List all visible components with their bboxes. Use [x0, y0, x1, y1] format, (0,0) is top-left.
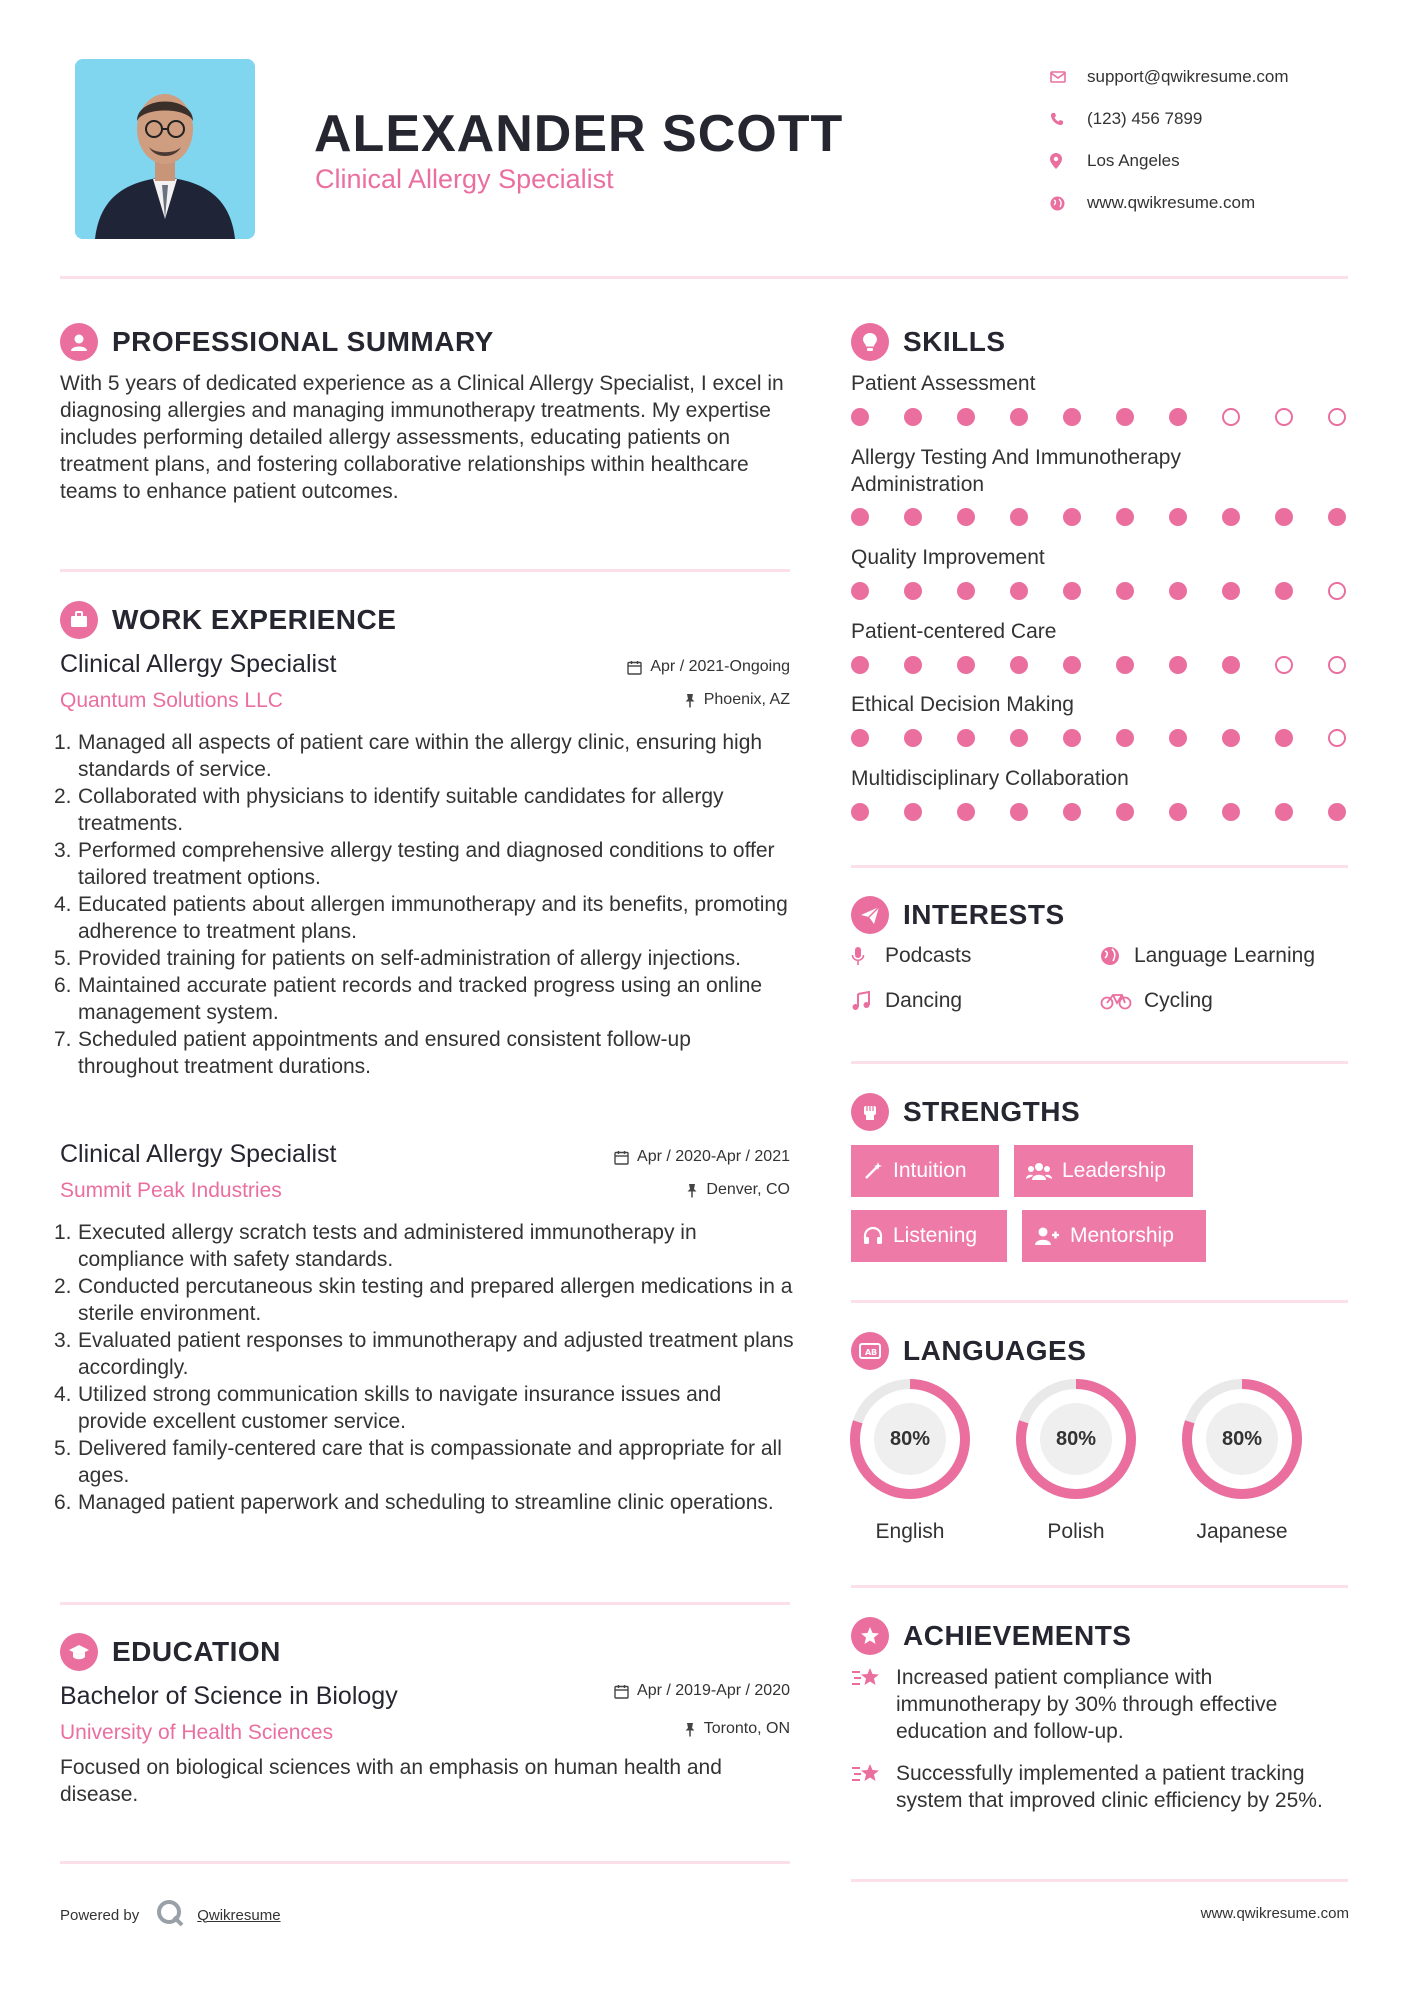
skill-dot-empty [1222, 408, 1240, 426]
interest-label: Podcasts [885, 944, 972, 967]
achievement-item [851, 1664, 1336, 1745]
skill-dot-filled [1116, 656, 1134, 674]
skill-dot-filled [957, 656, 975, 674]
skill-dot-filled [851, 408, 869, 426]
job-dates-text: Apr / 2020-Apr / 2021 [637, 1148, 790, 1165]
skill-dot-filled [957, 508, 975, 526]
strength-label: Leadership [1062, 1159, 1166, 1182]
skill-dot-filled [957, 408, 975, 426]
skills-header [851, 323, 1006, 361]
lightbulb-icon [851, 323, 889, 361]
strength-label: Mentorship [1070, 1224, 1174, 1247]
bicycle-icon [1100, 992, 1144, 1010]
skill-name: Patient Assessment [851, 372, 1036, 395]
skill-name: Patient-centered Care [851, 620, 1057, 643]
education-header [60, 1633, 281, 1671]
calendar-icon [627, 660, 642, 675]
skill-dot-filled [904, 729, 922, 747]
contact-block [1050, 56, 1289, 224]
skill-dot-filled [1063, 656, 1081, 674]
strengths-header [851, 1093, 1080, 1131]
interest-item [1100, 989, 1213, 1013]
phone-icon [1050, 112, 1087, 126]
language-percent: 80% [889, 1427, 931, 1450]
list-item: 4. Educated patients about allergen immunotherapy and its benefits, promoting adherence to treatment plans. [54, 893, 788, 943]
interest-item [851, 989, 962, 1013]
skill-dot-filled [1063, 582, 1081, 600]
skill-dot-filled [1222, 582, 1240, 600]
phone-text: (123) 456 7899 [1087, 109, 1203, 128]
school-name: University of Health Sciences [60, 1721, 334, 1744]
pushpin-icon [686, 1183, 698, 1198]
skill-dot-filled [1116, 408, 1134, 426]
degree-title: Bachelor of Science in Biology [60, 1682, 398, 1710]
website-text: www.qwikresume.com [1087, 193, 1256, 212]
skill-name: Quality Improvement [851, 546, 1045, 569]
skill-dot-filled [1169, 729, 1187, 747]
footer-website[interactable]: www.qwikresume.com [1200, 1905, 1349, 1922]
skill-dot-filled [1275, 803, 1293, 821]
contact-location [1050, 140, 1289, 182]
interest-label: Language Learning [1134, 944, 1316, 967]
skills-divider [851, 865, 1348, 868]
job-dates [540, 1148, 790, 1166]
skill-dot-filled [957, 729, 975, 747]
list-item: 6. Managed patient paperwork and scheduling to streamline clinic operations. [54, 1491, 774, 1514]
work-divider [60, 1602, 790, 1605]
profile-photo [75, 59, 255, 239]
users-icon [1026, 1161, 1052, 1181]
list-item: 5. Delivered family-centered care that is compassionate and appropriate for all ages. [54, 1437, 782, 1487]
language-item [848, 1377, 972, 1544]
education-divider [60, 1861, 790, 1864]
star-icon [851, 1664, 896, 1745]
language-card-icon [851, 1332, 889, 1370]
skill-rating [851, 582, 1346, 600]
job-dates-text: Apr / 2021-Ongoing [650, 658, 790, 675]
summary-header [60, 323, 494, 361]
interest-item [851, 944, 971, 968]
skill-dot-filled [1010, 582, 1028, 600]
skill-dot-filled [904, 803, 922, 821]
skill-dot-filled [1116, 729, 1134, 747]
skill-dot-filled [1063, 408, 1081, 426]
summary-heading: PROFESSIONAL SUMMARY [112, 326, 494, 357]
skill-rating [851, 729, 1346, 747]
interests-heading: INTERESTS [903, 899, 1065, 930]
education-location-text: Toronto, ON [703, 1720, 790, 1737]
job-company: Quantum Solutions LLC [60, 689, 283, 712]
list-item: 2. Collaborated with physicians to identify suitable candidates for allergy treatments. [54, 785, 724, 835]
languages-divider [851, 1585, 1348, 1588]
skill-dot-filled [1169, 582, 1187, 600]
skill-dot-filled [1116, 582, 1134, 600]
skill-dot-filled [1222, 508, 1240, 526]
job-company: Summit Peak Industries [60, 1179, 282, 1202]
languages-heading: LANGUAGES [903, 1335, 1087, 1366]
language-percent: 80% [1221, 1427, 1263, 1450]
skill-dot-filled [904, 656, 922, 674]
skill-dot-filled [1275, 582, 1293, 600]
user-plus-icon [1034, 1226, 1060, 1246]
email-text: support@qwikresume.com [1087, 67, 1289, 86]
briefcase-icon [60, 601, 98, 639]
skill-dot-filled [1063, 803, 1081, 821]
education-location [540, 1720, 790, 1738]
education-dates-text: Apr / 2019-Apr / 2020 [637, 1682, 790, 1699]
skill-rating [851, 408, 1346, 426]
interest-label: Cycling [1144, 989, 1213, 1012]
skill-dot-filled [904, 582, 922, 600]
list-item: 7. Scheduled patient appointments and ensured consistent follow-up throughout treatment durations. [54, 1028, 691, 1078]
music-note-icon [851, 991, 885, 1011]
skill-name: Multidisciplinary Collaboration [851, 767, 1129, 790]
education-dates [540, 1682, 790, 1700]
contact-website[interactable] [1050, 182, 1289, 224]
skill-dot-filled [957, 582, 975, 600]
list-item: 1. Executed allergy scratch tests and administered immunotherapy in compliance with safety standards. [54, 1221, 697, 1271]
skill-dot-filled [1063, 729, 1081, 747]
skill-dot-filled [1010, 656, 1028, 674]
skill-dot-empty [1328, 582, 1346, 600]
list-item: 6. Maintained accurate patient records and tracked progress using an online management system. [54, 974, 763, 1024]
list-item: 3. Performed comprehensive allergy testing and diagnosed conditions to offer tailored treatment options. [54, 839, 775, 889]
skill-dot-filled [1169, 803, 1187, 821]
skill-dot-filled [1275, 508, 1293, 526]
skill-dot-empty [1328, 408, 1346, 426]
education-description: Focused on biological sciences with an emphasis on human health and disease. [60, 1756, 722, 1806]
skill-dot-filled [1116, 803, 1134, 821]
skill-dot-filled [1222, 656, 1240, 674]
pushpin-icon [684, 1722, 696, 1737]
language-item [1014, 1377, 1138, 1544]
interests-header [851, 896, 1065, 934]
skill-rating [851, 803, 1346, 821]
brand-link[interactable]: Qwikresume [197, 1906, 281, 1924]
strength-chip [851, 1210, 1007, 1262]
skill-dot-filled [1328, 803, 1346, 821]
list-item: 3. Evaluated patient responses to immunotherapy and adjusted treatment plans accordingly. [54, 1329, 794, 1379]
interest-label: Dancing [885, 989, 963, 1012]
strengths-heading: STRENGTHS [903, 1096, 1081, 1127]
skill-name: Ethical Decision Making [851, 693, 1074, 716]
location-text: Los Angeles [1087, 151, 1180, 170]
skill-dot-filled [1169, 656, 1187, 674]
pushpin-icon [684, 693, 696, 708]
skill-dot-filled [851, 508, 869, 526]
svg-text:A: A [865, 1348, 872, 1357]
skills-heading: SKILLS [903, 326, 1006, 357]
skill-rating [851, 656, 1346, 674]
work-heading: WORK EXPERIENCE [112, 604, 397, 635]
strength-label: Listening [893, 1224, 978, 1247]
envelope-icon [1050, 71, 1087, 83]
language-percent: 80% [1055, 1427, 1097, 1450]
map-pin-icon [1050, 153, 1087, 169]
summary-text: With 5 years of dedicated experience as a Clinical Allergy Specialist, I excel in diagnosing allergies and managing immunotherapy treatments. My expertise includes performing detailed allergy assessments, educating patients on treatment plans, and fostering collaborative relationships within healthcare teams to enhance patient outcomes. [60, 372, 784, 503]
interests-divider [851, 1061, 1348, 1064]
skill-dot-filled [1116, 508, 1134, 526]
job-duties-list [54, 1219, 795, 1516]
list-item: 5. Provided training for patients on self-administration of allergy injections. [54, 947, 742, 970]
skill-dot-filled [904, 408, 922, 426]
microphone-icon [851, 946, 885, 966]
skill-dot-empty [1328, 656, 1346, 674]
contact-email[interactable] [1050, 56, 1289, 98]
skill-dot-filled [1010, 729, 1028, 747]
strength-chip [1022, 1210, 1206, 1262]
fist-icon [851, 1093, 889, 1131]
job-dates [540, 658, 790, 676]
skill-dot-filled [851, 803, 869, 821]
achievement-text: Successfully implemented a patient tracking system that improved clinic efficiency by 25%. [896, 1762, 1323, 1812]
list-item: 2. Conducted percutaneous skin testing and prepared allergen medications in a sterile environment. [54, 1275, 793, 1325]
paper-plane-icon [851, 896, 889, 934]
skill-dot-empty [1275, 656, 1293, 674]
job-title: Clinical Allergy Specialist [60, 650, 337, 678]
job-location [540, 1181, 790, 1199]
education-heading: EDUCATION [112, 1636, 281, 1667]
skill-dot-filled [1169, 508, 1187, 526]
skill-dot-filled [1275, 729, 1293, 747]
skill-dot-empty [1275, 408, 1293, 426]
work-header [60, 601, 396, 639]
skill-name: Allergy Testing And Immunotherapy Administration [851, 446, 1181, 496]
skill-dot-filled [1222, 803, 1240, 821]
headphones-icon [863, 1226, 883, 1246]
achievement-text: Increased patient compliance with immunotherapy by 30% through effective education and follow-up. [896, 1666, 1278, 1743]
skill-dot-filled [904, 508, 922, 526]
star-badge-icon [851, 1617, 889, 1655]
globe-icon [1100, 946, 1134, 966]
languages-header [851, 1332, 1086, 1370]
graduation-icon [60, 1633, 98, 1671]
language-name: English [875, 1520, 945, 1543]
magic-wand-icon [863, 1161, 883, 1181]
candidate-title: Clinical Allergy Specialist [315, 164, 614, 194]
skill-dot-empty [1328, 729, 1346, 747]
header-divider [60, 276, 1348, 279]
language-item [1180, 1377, 1304, 1544]
job-location-text: Denver, CO [706, 1181, 790, 1198]
job-location-text: Phoenix, AZ [703, 691, 790, 708]
calendar-icon [614, 1150, 629, 1165]
skill-dot-filled [1222, 729, 1240, 747]
language-name: Polish [1047, 1520, 1105, 1543]
list-item: 4. Utilized strong communication skills to navigate insurance issues and provide excellent customer service. [54, 1383, 722, 1433]
achievement-item [851, 1760, 1336, 1814]
skill-dot-filled [1328, 508, 1346, 526]
job-duties-list [54, 729, 795, 1080]
skill-dot-filled [851, 582, 869, 600]
svg-text:B: B [871, 1348, 878, 1357]
interest-item [1100, 944, 1315, 968]
skill-dot-filled [1063, 508, 1081, 526]
footer-powered-by [60, 1898, 281, 1932]
job-location [540, 691, 790, 709]
strengths-divider [851, 1300, 1348, 1303]
candidate-name: ALEXANDER SCOTT [314, 105, 844, 163]
strength-chip [851, 1145, 999, 1197]
user-icon [60, 323, 98, 361]
achievements-heading: ACHIEVEMENTS [903, 1620, 1132, 1651]
skill-dot-filled [851, 729, 869, 747]
contact-phone[interactable] [1050, 98, 1289, 140]
star-icon [851, 1760, 896, 1814]
language-name: Japanese [1196, 1520, 1288, 1543]
calendar-icon [614, 1684, 629, 1699]
skill-dot-filled [1010, 508, 1028, 526]
strength-label: Intuition [893, 1159, 967, 1182]
skill-dot-filled [851, 656, 869, 674]
achievements-header [851, 1617, 1131, 1655]
skill-dot-filled [1169, 408, 1187, 426]
qwikresume-logo-icon [155, 1898, 185, 1932]
powered-by-text: Powered by [60, 1906, 140, 1924]
list-item: 1. Managed all aspects of patient care within the allergy clinic, ensuring high standards of service. [54, 731, 763, 781]
globe-icon [1050, 196, 1087, 211]
skill-dot-filled [1010, 803, 1028, 821]
strength-chip [1014, 1145, 1193, 1197]
summary-divider [60, 569, 790, 572]
skill-dot-filled [957, 803, 975, 821]
achievements-divider [851, 1879, 1348, 1882]
skill-dot-filled [1010, 408, 1028, 426]
job-title: Clinical Allergy Specialist [60, 1140, 337, 1168]
skill-rating [851, 508, 1346, 526]
